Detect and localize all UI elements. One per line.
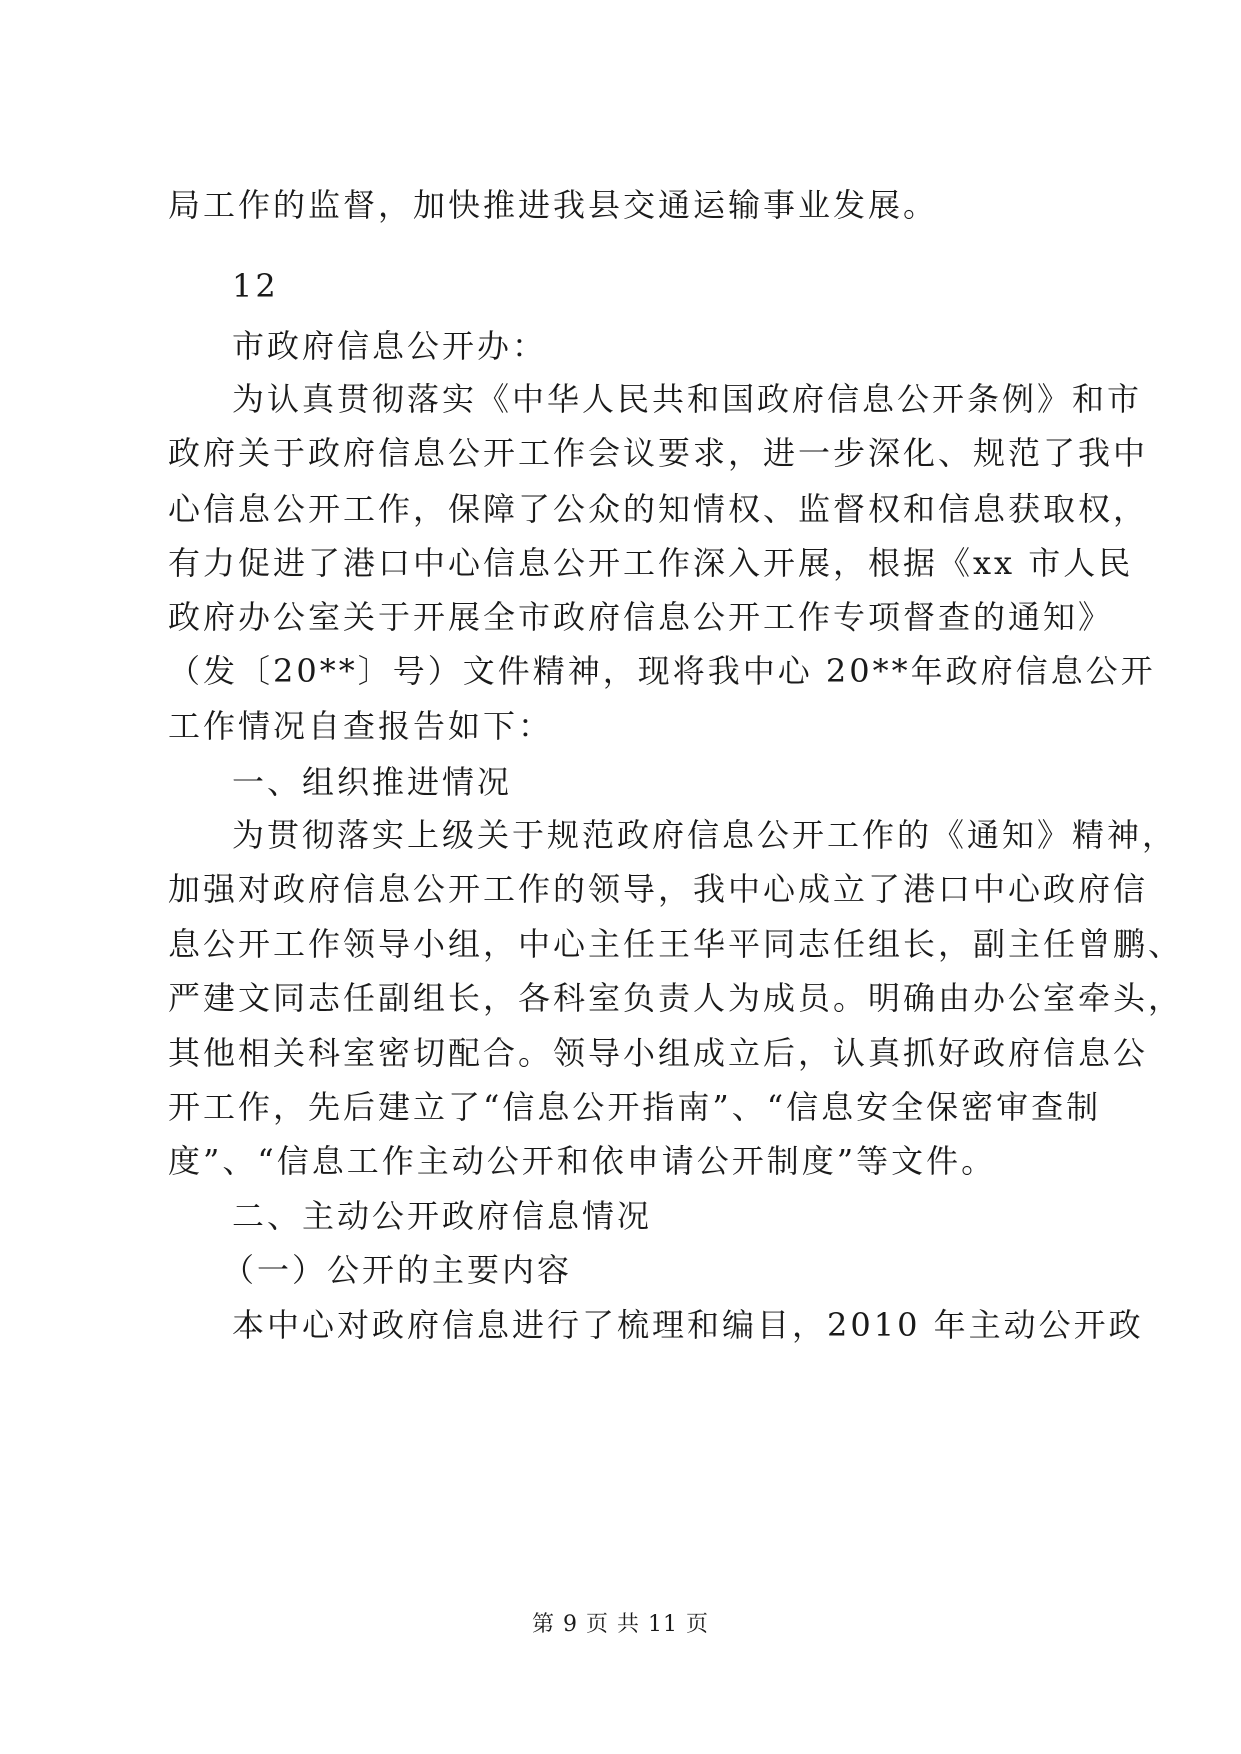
text-line: 政府办公室关于开展全市政府信息公开工作专项督查的通知》 [168,598,1114,636]
text-line: 政府关于政府信息公开工作会议要求，进一步深化、规范了我中 [168,434,1149,472]
text-line: 息公开工作领导小组，中心主任王华平同志任组长，副主任曾鹏、 [168,925,1184,963]
text-line: 开工作，先后建立了“信息公开指南”、“信息安全保密审查制 [168,1088,1102,1126]
section-heading: 二、主动公开政府信息情况 [232,1197,653,1235]
text-line: 其他相关科室密切配合。领导小组成立后，认真抓好政府信息公 [168,1034,1149,1072]
text-line: 有力促进了港口中心信息公开工作深入开展，根据《xx 市人民 [168,544,1134,582]
salutation: 市政府信息公开办： [232,327,548,365]
text-line: 度”、“信息工作主动公开和依申请公开制度”等文件。 [168,1142,997,1180]
page-footer: 第 9 页 共 11 页 [532,1612,709,1637]
subsection-heading: （一）公开的主要内容 [222,1251,573,1289]
text-line: 为认真贯彻落实《中华人民共和国政府信息公开条例》和市 [232,380,1143,418]
text-line: 本中心对政府信息进行了梳理和编目，2010 年主动公开政 [232,1306,1144,1344]
text-line: 工作情况自查报告如下： [168,707,554,745]
page-number-text: 12 [232,267,279,305]
text-line: 心信息公开工作，保障了公众的知情权、监督权和信息获取权， [168,490,1149,528]
text-line: 严建文同志任副组长，各科室负责人为成员。明确由办公室牵头， [168,979,1184,1017]
text-line: 局工作的监督，加快推进我县交通运输事业发展。 [168,186,939,224]
section-heading: 一、组织推进情况 [232,763,513,801]
text-line: （发〔20**〕号）文件精神，现将我中心 20**年政府信息公开 [168,652,1156,690]
text-line: 加强对政府信息公开工作的领导，我中心成立了港口中心政府信 [168,870,1149,908]
text-line: 为贯彻落实上级关于规范政府信息公开工作的《通知》精神， [232,816,1178,854]
